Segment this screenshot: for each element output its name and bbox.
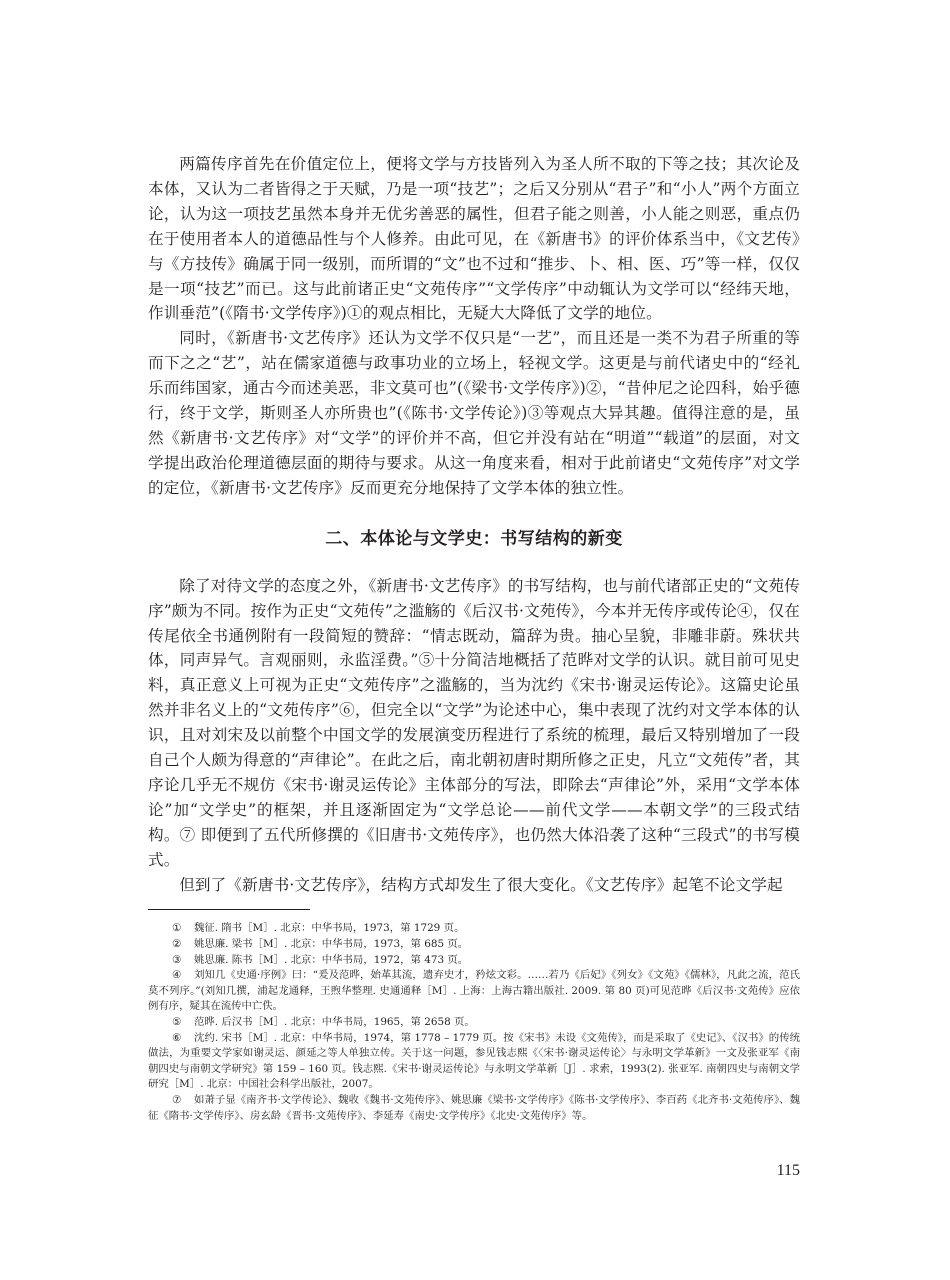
footnote-mark: ⑤ — [172, 1016, 182, 1029]
footnotes — [148, 921, 800, 1124]
footnote-text: 范晔. 后汉书［M］. 北京：中华书局，1965，第 2658 页。 — [194, 1016, 475, 1029]
footnote-separator — [148, 909, 310, 910]
footnote-text: 沈约. 宋书［M］. 北京：中华书局，1974，第 1778 – 1779 页。按《宋书》未设《文苑传》，而是采取了《史记》、《汉书》的传统做法，为重要文学家如谢灵运、颜延之等人单独立传。关于这一问题，参见钱志熙《〈宋书·谢灵运传论〉与永明文学革新》一文及张亚军《南朝四史与南朝文学研究》第 159 – 160 页。钱志熙.《宋书·谢灵运传论》与永明文学革新［J］. 求索，1993(2). 张亚军. 南朝四史与南朝文学研究［M］. 北京：中国社会科学出版社，2007。 — [148, 1031, 800, 1091]
footnote — [148, 921, 800, 937]
footnote-mark: ④ — [172, 969, 182, 982]
footnote-text: 姚思廉. 梁书［M］. 北京：中华书局，1973，第 685 页。 — [194, 938, 469, 951]
body-paragraph: 但到了《新唐书·文艺传序》，结构方式却发生了很大变化。《文艺传序》起笔不论文学起 — [179, 875, 783, 894]
body-paragraph: 除了对待文学的态度之外，《新唐书·文艺传序》的书写结构，也与前代诸部正史的“文苑传序”颇为不同。按作为正史“文苑传”之滥觞的《后汉书·文苑传》，今本并无传序或传论④，仅在传尾依全书通例附有一段简短的赞辞：“情志既动，篇辞为贵。抽心呈貌，非雕非蔚。殊状共体，同声异气。言观丽则，永监淫费。”⑤十分简洁地概括了范晔对文学的认识。就目前可见史料，真正意义上可视为正史“文苑传序”之滥觞的，当为沈约《宋书·谢灵运传论》。这篇史论虽然并非名义上的“文苑传序”⑥，但完全以“文学”为论述中心，集中表现了沈约对文学本体的认识，且对刘宋及以前整个中国文学的发展演变历程进行了系统的梳理，最后又特别增加了一段自己个人颇为得意的“声律论”。在此之后，南北朝初唐时期所修之正史，凡立“文苑传”者，其序论几乎无不规仿《宋书·谢灵运传论》主体部分的写法，即除去“声律论”外，采用“文学本体论”加“文学史”的框架，并且逐渐固定为“文学总论——前代文学——本朝文学”的三段式结构。⑦ 即便到了五代所修撰的《旧唐书·文苑传序》，也仍然大体沿袭了这种“三段式”的书写模式。 — [148, 576, 800, 869]
footnote — [148, 1093, 800, 1124]
footnote-text: 姚思廉. 陈书［M］. 北京：中华书局，1972，第 473 页。 — [194, 953, 469, 966]
footnote-text: 刘知几《史通·序例》曰：“爰及范晔，始革其流，遗弃史才，矜炫文彩。……若乃《后妃》《列女》《文苑》《儒林》，凡此之流，范氏莫不列序。”(刘知几撰，浦起龙通释，王煦华整理. 史通通释［M］. 上海：上海古籍出版社. 2009. 第 80 页)可见范晔《后汉书·文苑传》应依例有序，疑其在流传中亡佚。 — [148, 969, 800, 1013]
footnote-mark: ③ — [172, 953, 182, 966]
body-paragraph: 两篇传序首先在价值定位上，便将文学与方技皆列入为圣人所不取的下等之技；其次论及本体，又认为二者皆得之于天赋，乃是一项“技艺”；之后又分别从“君子”和“小人”两个方面立论，认为这一项技艺虽然本身并无优劣善恶的属性，但君子能之则善，小人能之则恶，重点仍在于使用者本人的道德品性与个人修养。由此可见，在《新唐书》的评价体系当中，《文艺传》与《方技传》确属于同一级别，而所谓的“文”也不过和“推步、卜、相、医、巧”等一样，仅仅是一项“技艺”而已。这与此前诸正史“文苑传序”“文学传序”中动辄认为文学可以“经纬天地，作训垂范”(《隋书·文学传序》)①的观点相比，无疑大大降低了文学的地位。 — [148, 155, 800, 323]
footnote-mark: ⑦ — [172, 1094, 182, 1106]
page-content — [148, 152, 800, 1124]
footnote-text: 如萧子显《南齐书·文学传论》、魏收《魏书·文苑传序》、姚思廉《梁书·文学传序》《陈书·文学传序》、李百药《北齐书·文苑传序》、魏征《隋书·文学传序》、房玄龄《晋书·文苑传序》、李延寿《南史·文学传序》《北史·文苑传序》等。 — [148, 1094, 800, 1122]
footnote — [148, 1031, 800, 1093]
footnote-text: 魏征. 隋书［M］. 北京：中华书局，1973，第 1729 页。 — [194, 922, 465, 935]
page-number: 115 — [776, 1162, 800, 1179]
body-paragraph: 同时，《新唐书·文艺传序》还认为文学不仅只是“一艺”，而且还是一类不为君子所重的等而下之之“艺”，站在儒家道德与政事功业的立场上，轻视文学。这更是与前代诸史中的“经礼乐而纬国家，通古今而述美恶，非文莫可也”(《梁书·文学传序》)②，“昔仲尼之论四科，始乎德行，终于文学，斯则圣人亦所贵也”(《陈书·文学传论》)③等观点大异其趣。值得注意的是，虽然《新唐书·文艺传序》对“文学”的评价并不高，但它并没有站在“明道”“载道”的层面，对文学提出政治伦理道德层面的期待与要求。从这一角度来看，相对于此前诸史“文苑传序”对文学的定位，《新唐书·文艺传序》反而更充分地保持了文学本体的独立性。 — [148, 329, 800, 497]
footnote-mark: ⑥ — [172, 1031, 182, 1044]
footnote-mark: ① — [172, 922, 182, 935]
section-heading: 二、本体论与文学史：书写结构的新变 — [325, 528, 623, 549]
footnote — [148, 1015, 800, 1031]
footnote-mark: ② — [172, 938, 182, 951]
footnote — [148, 968, 800, 1015]
footnote — [148, 937, 800, 953]
footnote — [148, 953, 800, 969]
